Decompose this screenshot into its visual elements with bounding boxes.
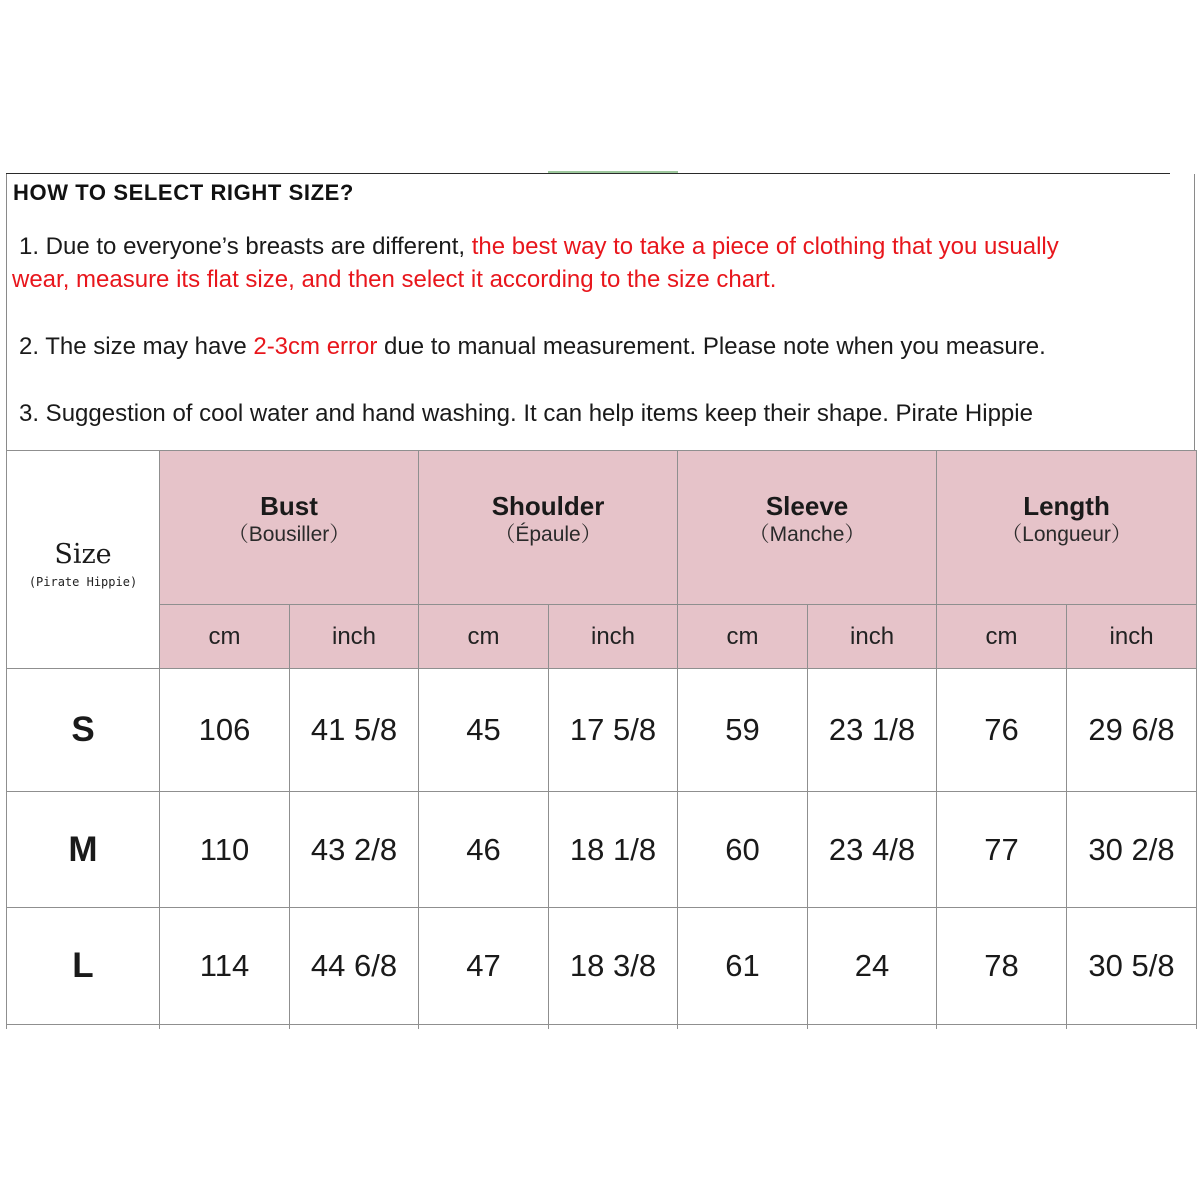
measurement-header-sleeve: [678, 451, 937, 605]
value-cell: 78: [937, 908, 1067, 1025]
cropped-cell: [678, 1025, 808, 1030]
unit-cell: cm: [160, 605, 290, 669]
value-cell: 47: [419, 908, 549, 1025]
note-2: [19, 330, 1046, 363]
value-cell: 23 4/8: [808, 792, 937, 908]
unit-cell: cm: [937, 605, 1067, 669]
value-cell: 29 6/8: [1067, 669, 1197, 792]
cropped-cell: [1067, 1025, 1197, 1030]
unit-cell: inch: [808, 605, 937, 669]
unit-cell: inch: [1067, 605, 1197, 669]
measurement-translation: （Manche）: [748, 522, 866, 546]
value-cell: 45: [419, 669, 549, 792]
value-cell: 17 5/8: [549, 669, 678, 792]
value-cell: 114: [160, 908, 290, 1025]
size-header-label: Size: [54, 538, 112, 570]
value-cell: 41 5/8: [290, 669, 419, 792]
size-chart-table: [6, 450, 1197, 1029]
table-row-cropped: [7, 1025, 1197, 1030]
note-3: 3. Suggestion of cool water and hand washing. It can help items keep their shape. Pirate Hippie: [19, 400, 1033, 427]
cropped-cell: [808, 1025, 937, 1030]
value-cell: 18 3/8: [549, 908, 678, 1025]
table-row-size-m: [7, 792, 1197, 908]
cropped-cell: [549, 1025, 678, 1030]
value-cell: 76: [937, 669, 1067, 792]
size-cell: L: [7, 908, 160, 1025]
table-row-size-s: [7, 669, 1197, 792]
measurement-translation: （Épaule）: [494, 522, 602, 546]
measurement-name: Sleeve: [765, 490, 849, 521]
measurement-translation: （Bousiller）: [227, 522, 351, 546]
size-header-cell: [7, 451, 160, 669]
measurement-name: Length: [1023, 490, 1110, 521]
measurement-header-bust: [160, 451, 419, 605]
cropped-cell: [160, 1025, 290, 1030]
size-instructions: [6, 174, 1195, 450]
value-cell: 43 2/8: [290, 792, 419, 908]
top-divider-accent: [548, 171, 678, 173]
value-cell: 106: [160, 669, 290, 792]
measurement-header-length: [937, 451, 1197, 605]
value-cell: 61: [678, 908, 808, 1025]
value-cell: 30 5/8: [1067, 908, 1197, 1025]
note-2-text-start: 2. The size may have: [19, 333, 254, 360]
cropped-cell: [937, 1025, 1067, 1030]
unit-cell: cm: [419, 605, 549, 669]
size-cell: M: [7, 792, 160, 908]
note-2-highlight: 2-3cm error: [253, 333, 378, 360]
value-cell: 110: [160, 792, 290, 908]
instructions-heading: HOW TO SELECT RIGHT SIZE?: [13, 180, 354, 205]
value-cell: 30 2/8: [1067, 792, 1197, 908]
value-cell: 46: [419, 792, 549, 908]
cropped-cell: [290, 1025, 419, 1030]
value-cell: 23 1/8: [808, 669, 937, 792]
unit-cell: cm: [678, 605, 808, 669]
value-cell: 44 6/8: [290, 908, 419, 1025]
note-1-highlight: the best way to take a piece of clothing that you usually: [471, 233, 1059, 260]
note-1-line-2: wear, measure its flat size, and then select it according to the size chart.: [12, 266, 777, 293]
value-cell: 60: [678, 792, 808, 908]
measurement-name: Bust: [260, 490, 318, 521]
value-cell: 77: [937, 792, 1067, 908]
note-1-line-1: [19, 230, 1059, 263]
size-header-sublabel: (Pirate Hippie): [28, 574, 138, 589]
table-row-size-l: [7, 908, 1197, 1025]
cropped-cell: [419, 1025, 549, 1030]
note-1-text: 1. Due to everyone’s breasts are different,: [19, 233, 472, 260]
value-cell: 59: [678, 669, 808, 792]
value-cell: 18 1/8: [549, 792, 678, 908]
value-cell: 24: [808, 908, 937, 1025]
size-cell: S: [7, 669, 160, 792]
unit-cell: inch: [290, 605, 419, 669]
measurement-header-shoulder: [419, 451, 678, 605]
cropped-cell: [7, 1025, 160, 1030]
note-2-text-end: due to manual measurement. Please note when you measure.: [377, 333, 1046, 360]
measurement-translation: （Longueur）: [1001, 522, 1132, 546]
unit-cell: inch: [549, 605, 678, 669]
measurement-name: Shoulder: [491, 490, 605, 521]
table-header-row: [7, 451, 1197, 605]
unit-header-row: [7, 605, 1197, 669]
